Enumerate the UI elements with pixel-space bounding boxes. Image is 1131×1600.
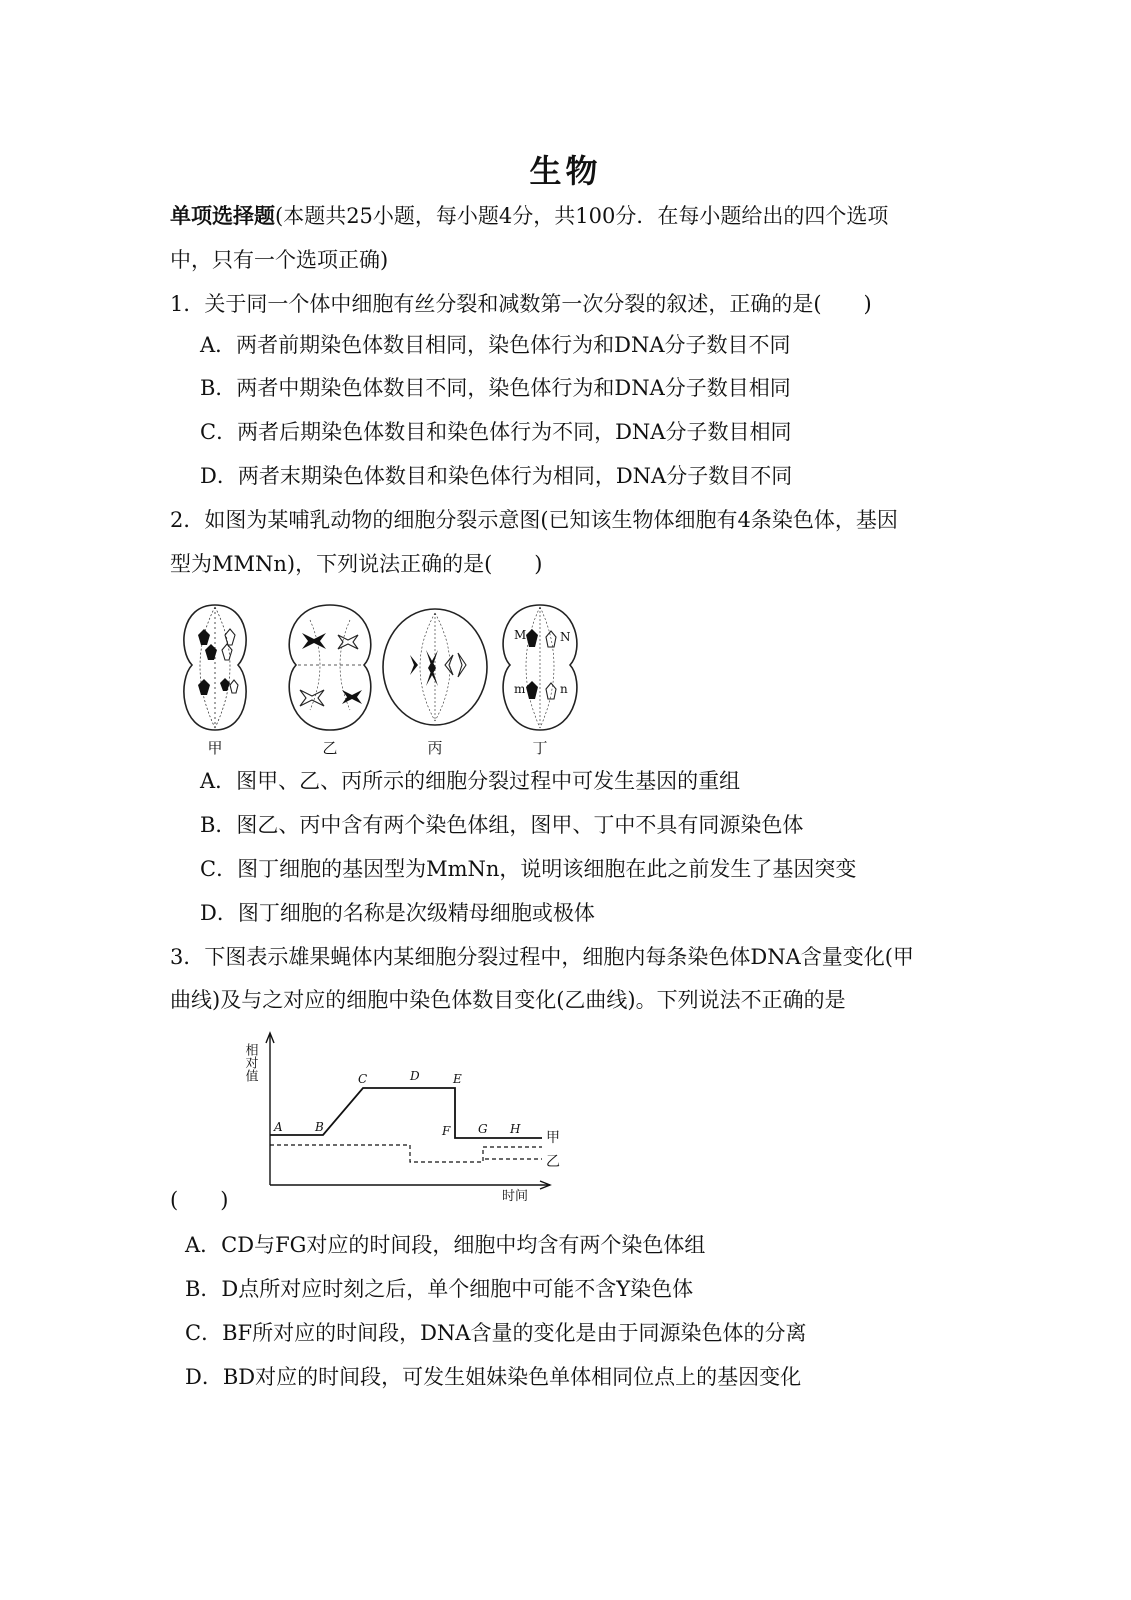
q1-option-c: C．两者后期染色体数目和染色体行为不同，DNA分子数目相同 — [200, 420, 792, 444]
figure-label-ding: 丁 — [532, 739, 548, 757]
q3-stem-cont: 曲线)及与之对应的细胞中染色体数目变化(乙曲线)。下列说法不正确的是 — [170, 988, 846, 1012]
cell-jia — [184, 605, 246, 730]
q2-stem-cont: 型为MMNn)，下列说法正确的是( ) — [170, 552, 543, 576]
q3-option-d: D．BD对应的时间段，可发生姐妹染色单体相同位点上的基因变化 — [185, 1365, 802, 1389]
chromosomes-bing — [410, 650, 438, 686]
point-label-F: F — [442, 1124, 451, 1138]
point-label-D: D — [410, 1069, 420, 1083]
figure-label-yi: 乙 — [322, 739, 338, 757]
point-label-C: C — [358, 1072, 368, 1086]
graph-xlabel: 时间 — [502, 1189, 529, 1204]
section-description-cont: 中，只有一个选项正确) — [170, 248, 389, 272]
gene-label-m: m — [514, 682, 526, 696]
series-label-yi: 乙 — [546, 1154, 560, 1170]
page-title: 生物 — [529, 152, 602, 190]
chromatids-bing-outline — [445, 653, 466, 677]
gene-label-M: M — [514, 628, 527, 642]
q1-stem: 1．关于同一个体中细胞有丝分裂和减数第一次分裂的叙述，正确的是( ) — [170, 292, 872, 316]
q2-option-c: C．图丁细胞的基因型为MmNn，说明该细胞在此之前发生了基因突变 — [200, 857, 857, 881]
dna-chromosome-graph — [220, 1025, 580, 1205]
q2-option-d: D．图丁细胞的名称是次级精母细胞或极体 — [200, 901, 595, 925]
cell-ding — [503, 605, 577, 730]
cell-division-figure — [170, 595, 590, 760]
graph-ylabel: 相对值 — [242, 1043, 258, 1082]
chromosomes-ding — [526, 629, 538, 699]
section-description: (本题共25小题，每小题4分，共100分．在每小题给出的四个选项 — [275, 204, 889, 228]
gene-label-N: N — [560, 630, 571, 644]
point-label-E: E — [453, 1072, 462, 1086]
point-label-A: A — [274, 1120, 283, 1134]
q3-stem: 3．下图表示雄果蝇体内某细胞分裂过程中，细胞内每条染色体DNA含量变化(甲 — [170, 945, 914, 969]
section-intro — [170, 201, 888, 231]
q3-option-c: C．BF所对应的时间段，DNA含量的变化是由于同源染色体的分离 — [185, 1321, 807, 1345]
series-label-jia: 甲 — [546, 1130, 560, 1146]
q1-option-b: B．两者中期染色体数目不同，染色体行为和DNA分子数目相同 — [200, 376, 791, 400]
chromatids-ding-outline — [546, 631, 556, 699]
q3-option-a: A．CD与FG对应的时间段，细胞中均含有两个染色体组 — [185, 1233, 706, 1257]
q2-option-b: B．图乙、丙中含有两个染色体组，图甲、丁中不具有同源染色体 — [200, 813, 804, 837]
q1-option-a: A．两者前期染色体数目相同，染色体行为和DNA分子数目不同 — [200, 333, 791, 357]
point-label-G: G — [478, 1122, 488, 1136]
q2-stem: 2．如图为某哺乳动物的细胞分裂示意图(已知该生物体细胞有4条染色体，基因 — [170, 508, 898, 532]
gene-label-n: n — [560, 682, 568, 696]
figure-label-jia: 甲 — [207, 739, 223, 757]
q3-answer-bracket: ( ) — [170, 1188, 229, 1212]
chromosomes-yi — [302, 633, 362, 704]
curve-jia — [270, 1088, 542, 1138]
q3-option-b: B．D点所对应时刻之后，单个细胞中可能不含Y染色体 — [185, 1277, 694, 1301]
figure-label-bing: 丙 — [427, 739, 443, 757]
q2-option-a: A．图甲、乙、丙所示的细胞分裂过程中可发生基因的重组 — [200, 769, 741, 793]
section-heading: 单项选择题 — [170, 203, 275, 228]
chromosomes-jia — [198, 629, 230, 695]
q1-option-d: D．两者末期染色体数目和染色体行为相同，DNA分子数目不同 — [200, 464, 793, 488]
point-label-H: H — [510, 1122, 521, 1136]
point-label-B: B — [315, 1120, 324, 1134]
cell-yi — [289, 605, 371, 730]
